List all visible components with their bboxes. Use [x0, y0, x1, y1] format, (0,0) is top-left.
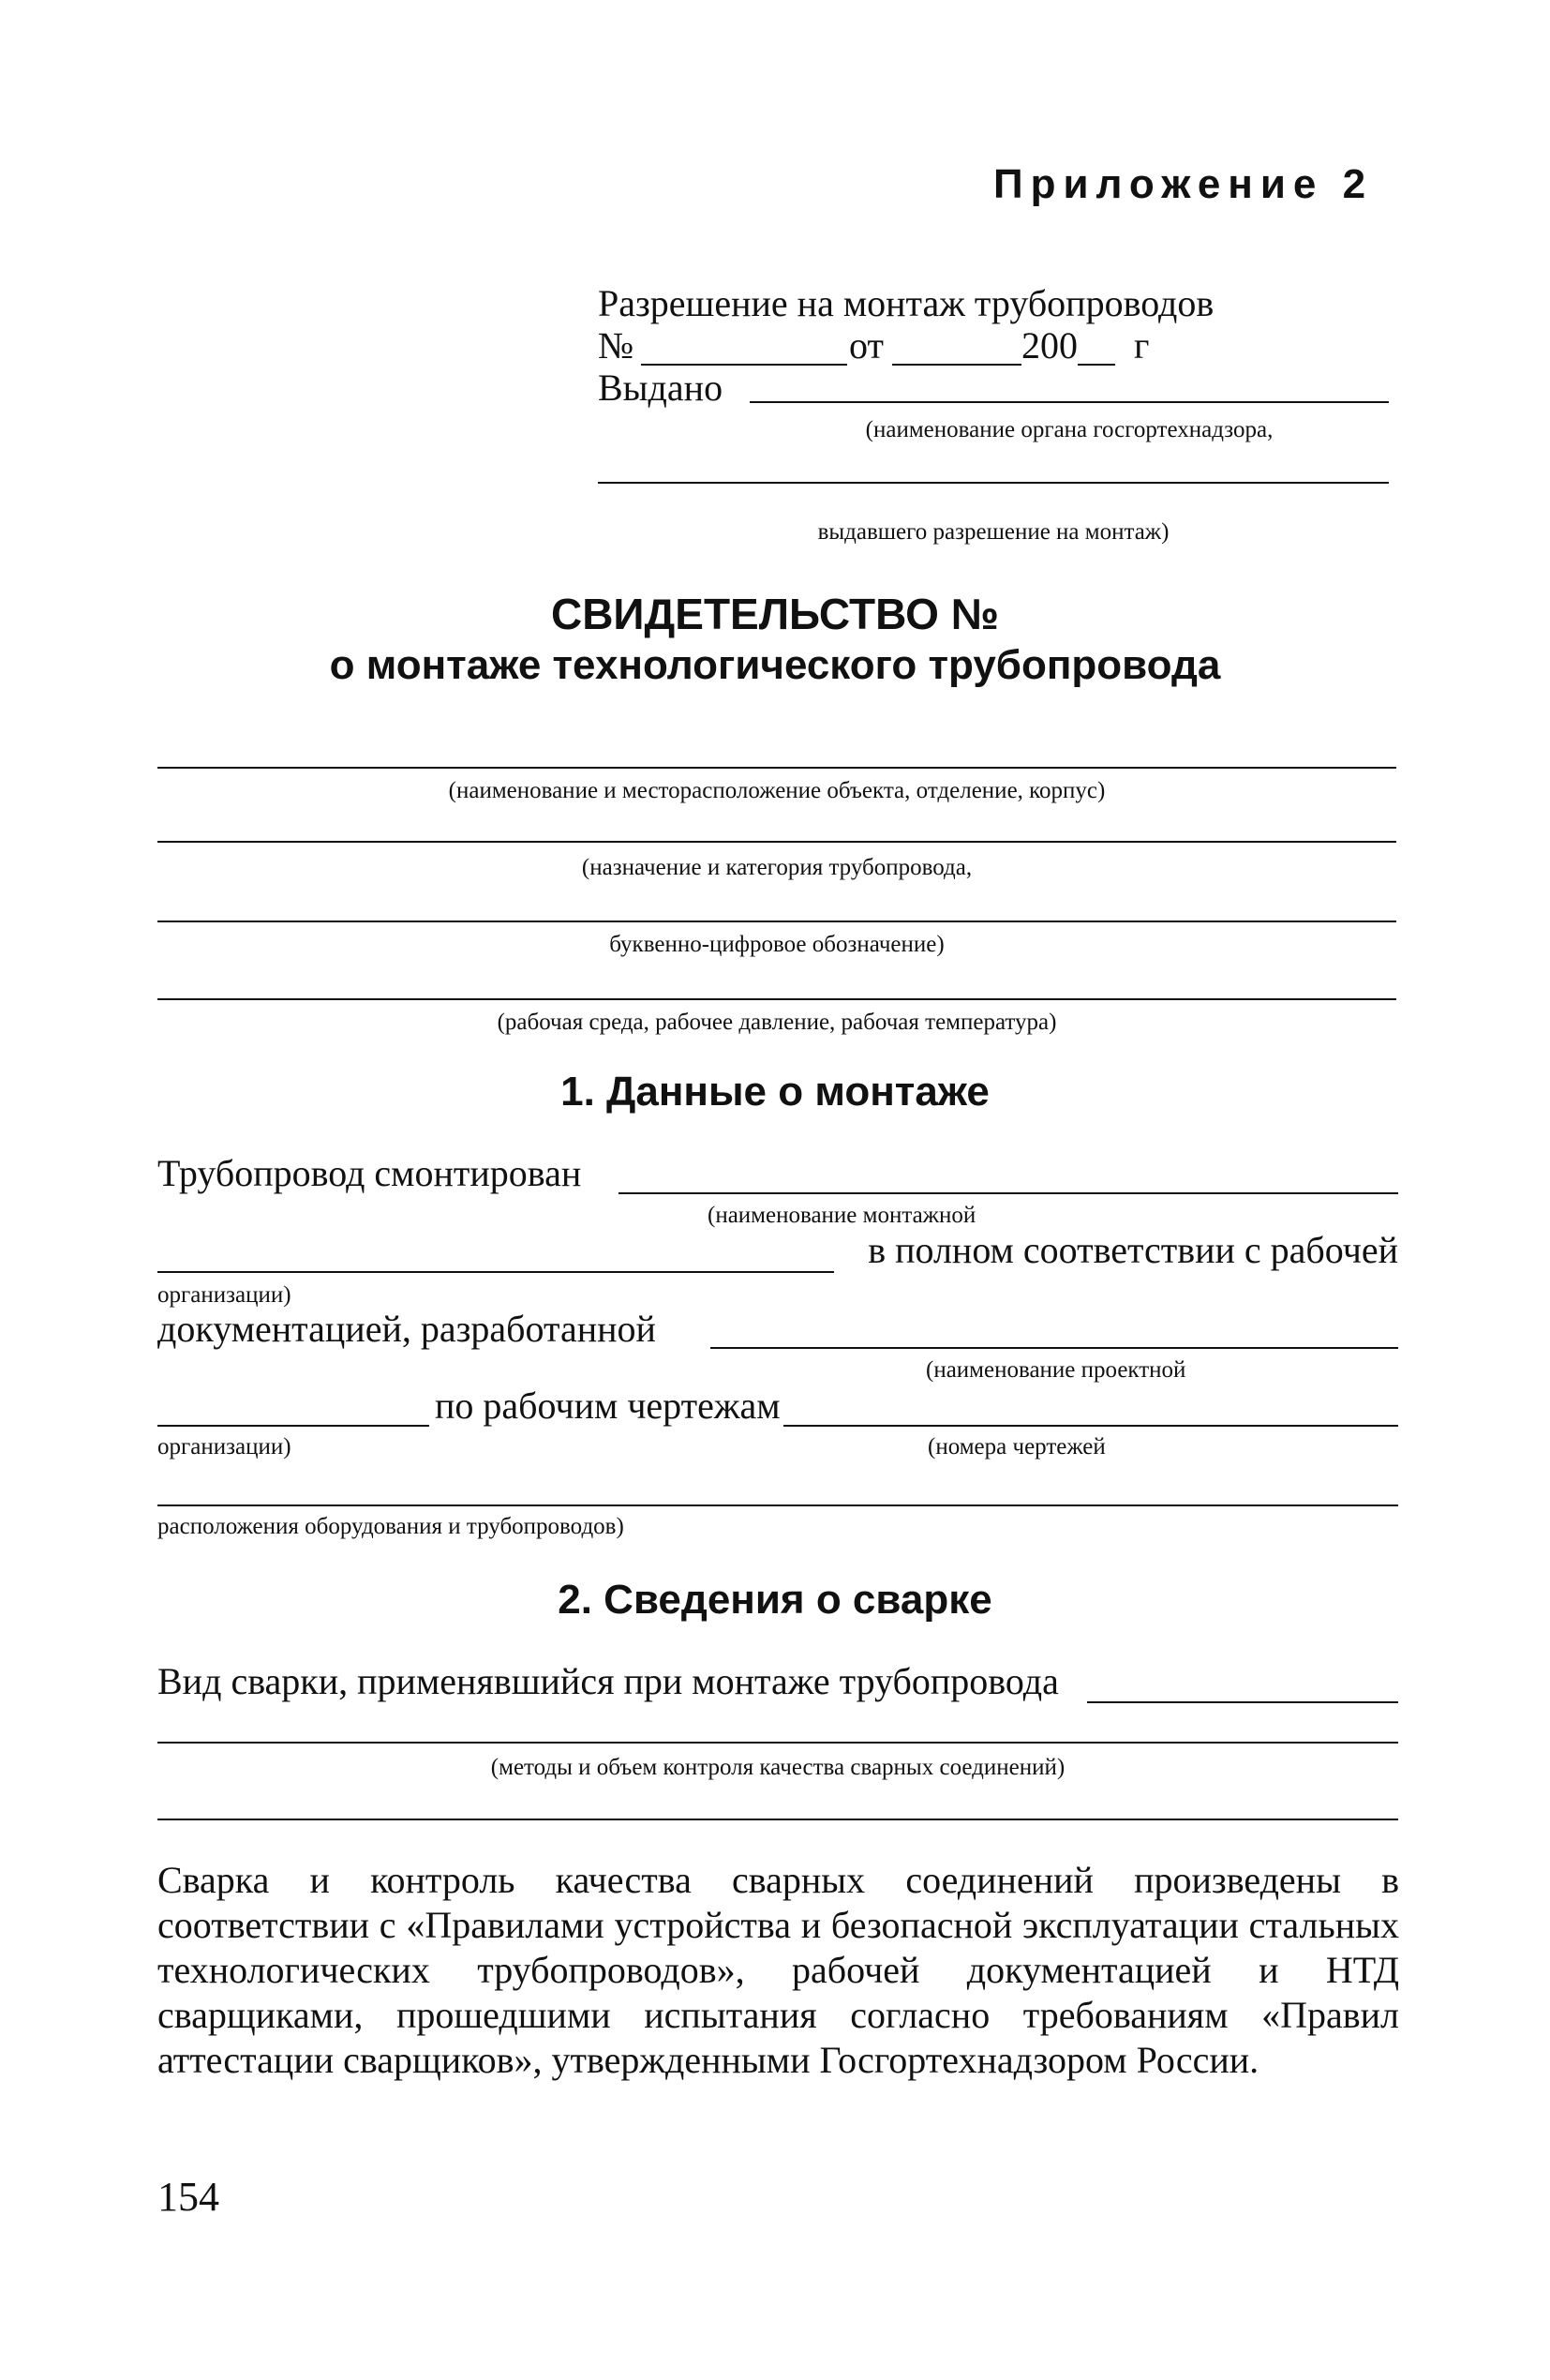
- layout-caption: расположения оборудования и трубопроводов): [157, 1514, 624, 1539]
- permit-issued-field[interactable]: [750, 401, 1389, 403]
- mounting-org-field-2[interactable]: [157, 1271, 834, 1273]
- control-field[interactable]: [157, 1742, 1398, 1744]
- permit-caption-1: (наименование органа госгортехнадзора,: [865, 417, 1274, 442]
- permit-year-suffix: г: [1134, 324, 1150, 367]
- designation-caption: буквенно-цифровое обозначение): [609, 932, 945, 957]
- design-org-field[interactable]: [710, 1347, 1398, 1349]
- purpose-field[interactable]: [157, 841, 1396, 843]
- docs-label: документацией, разработанной: [157, 1308, 656, 1350]
- permit-caption-2: выдавшего разрешение на монтаж): [817, 519, 1170, 545]
- layout-field[interactable]: [157, 1504, 1398, 1506]
- permit-number-sign: №: [598, 324, 634, 367]
- org-caption-2: организации): [157, 1434, 291, 1459]
- permit-date-field[interactable]: [892, 364, 1021, 366]
- section1-heading: 1. Данные о монтаже: [560, 1069, 990, 1115]
- permit-from-label: от: [849, 324, 884, 367]
- medium-field[interactable]: [157, 998, 1396, 1000]
- certificate-subtitle: о монтаже технологического трубопровода: [329, 642, 1221, 688]
- design-org-field-2[interactable]: [157, 1425, 429, 1427]
- mounting-org-caption: (наименование монтажной: [708, 1203, 976, 1228]
- certificate-title: СВИДЕТЕЛЬСТВО №: [550, 590, 999, 638]
- page-number: 154: [157, 2174, 219, 2220]
- mounted-label: Трубопровод смонтирован: [157, 1152, 582, 1194]
- medium-caption: (рабочая среда, рабочее давление, рабочая температура): [497, 1010, 1057, 1035]
- object-caption: (наименование и месторасположение объекта, отделение, корпус): [448, 778, 1106, 803]
- design-org-caption: (наименование проектной: [926, 1357, 1186, 1383]
- purpose-caption: (назначение и категория трубопровода,: [581, 855, 973, 880]
- drawing-numbers-field[interactable]: [783, 1425, 1398, 1427]
- permit-year-prefix: 200: [1021, 324, 1078, 367]
- drawings-label: по рабочим чертежам: [435, 1385, 781, 1427]
- welding-type-field[interactable]: [1087, 1701, 1398, 1703]
- permit-title: Разрешение на монтаж трубопроводов: [598, 282, 1215, 324]
- drawing-numbers-caption: (номера чертежей: [928, 1434, 1106, 1459]
- full-compliance-label: в полном соответствии с рабочей: [868, 1229, 1398, 1271]
- control-field-2[interactable]: [157, 1819, 1398, 1820]
- designation-field[interactable]: [157, 921, 1396, 922]
- appendix-label: Приложение 2: [993, 161, 1374, 207]
- mounting-org-field[interactable]: [619, 1192, 1398, 1194]
- welding-paragraph: Сварка и контроль качества сварных соединений произведены в соответствии с «Правилами устройства и безопасной эксплуатации стальных технологических трубопроводов», рабочей документацией и НТД сварщиками, прошедшими испытания согласно требованиям «Правил аттестации сварщиков», утвержденными Госгортехнадзором России.: [157, 1859, 1399, 2081]
- control-caption: (методы и объем контроля качества сварных соединений): [490, 1755, 1066, 1780]
- permit-issued-label: Выдано: [598, 367, 723, 409]
- org-caption-1: организации): [157, 1282, 291, 1308]
- section2-heading: 2. Сведения о сварке: [558, 1577, 992, 1623]
- object-field[interactable]: [157, 767, 1396, 769]
- permit-issued-field-2[interactable]: [598, 482, 1389, 484]
- welding-type-label: Вид сварки, применявшийся при монтаже трубопровода: [157, 1660, 1059, 1702]
- permit-year-field[interactable]: [1078, 364, 1115, 366]
